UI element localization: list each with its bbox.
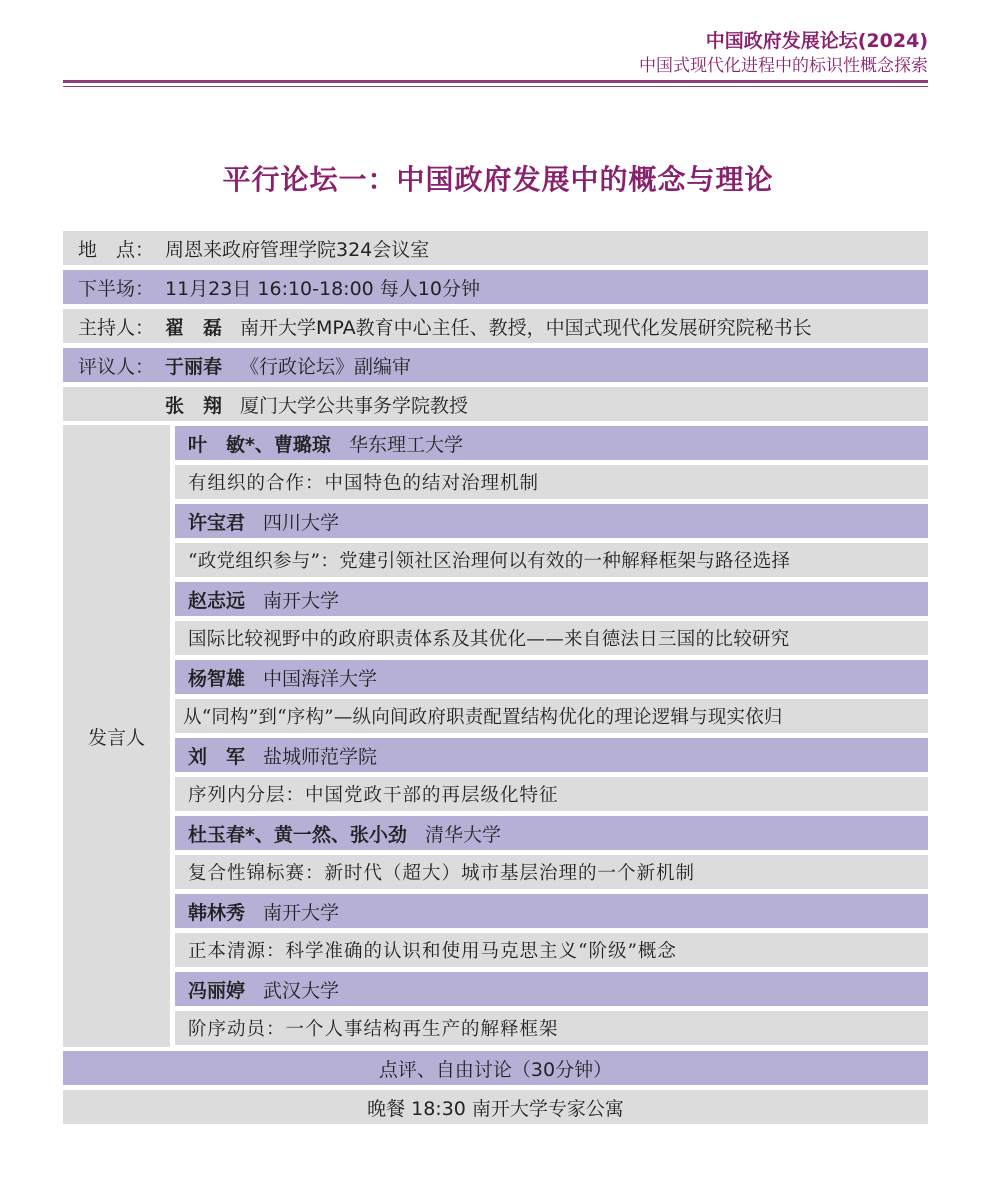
speaker-affiliation: 武汉大学 <box>263 979 340 1002</box>
forum-name: 中国政府发展论坛(2024) <box>705 30 928 52</box>
speaker-affiliation: 南开大学 <box>263 589 340 612</box>
talk-title: 有组织的合作：中国特色的结对治理机制 <box>175 465 928 499</box>
talk-title: 从“同构”到“序构”—纵向间政府职责配置结构优化的理论逻辑与现实依归 <box>175 699 928 733</box>
speaker-affiliation: 南开大学 <box>263 901 340 924</box>
page-header <box>639 28 928 78</box>
reviewer1-desc: 《行政论坛》副编审 <box>240 355 412 378</box>
speaker-affiliation: 清华大学 <box>424 823 501 846</box>
speaker-affiliation: 华东理工大学 <box>348 433 463 456</box>
talk-title: 国际比较视野中的政府职责体系及其优化——来自德法日三国的比较研究 <box>175 621 928 655</box>
host-name: 翟 磊 <box>165 316 223 339</box>
speaker-row <box>175 582 928 616</box>
host-desc: 南开大学MPA教育中心主任、教授，中国式现代化发展研究院秘书长 <box>240 316 812 339</box>
speaker-row <box>175 426 928 460</box>
speaker-row <box>175 816 928 850</box>
talk-title: 阶序动员：一个人事结构再生产的解释框架 <box>175 1011 928 1045</box>
discussion-row: 点评、自由讨论（30分钟） <box>63 1051 928 1085</box>
speaker-row <box>175 660 928 694</box>
reviewer2-name: 张 翔 <box>165 394 223 417</box>
talk-title: “政党组织参与”：党建引领社区治理何以有效的一种解释框架与路径选择 <box>175 543 928 577</box>
talk-title: 正本清源：科学准确的认识和使用马克思主义“阶级”概念 <box>175 933 928 967</box>
talk-title: 复合性锦标赛：新时代（超大）城市基层治理的一个新机制 <box>175 855 928 889</box>
reviewer-row-2 <box>63 387 928 421</box>
dinner-row: 晚餐 18:30 南开大学专家公寓 <box>63 1090 928 1124</box>
speaker-affiliation: 盐城师范学院 <box>263 745 378 768</box>
speaker-names: 赵志远 <box>188 589 246 612</box>
speaker-row <box>175 894 928 928</box>
talk-title: 序列内分层：中国党政干部的再层级化特征 <box>175 777 928 811</box>
speaker-names: 刘 军 <box>188 745 246 768</box>
speaker-names: 杨智雄 <box>188 667 246 690</box>
location-value: 周恩来政府管理学院324会议室 <box>165 238 430 261</box>
reviewer-label: 评议人： <box>78 355 155 378</box>
header-rule-thin <box>63 86 928 87</box>
location-row <box>63 231 928 265</box>
forum-theme: 中国式现代化进程中的标识性概念探索 <box>639 56 928 76</box>
session-label: 下半场： <box>78 277 155 300</box>
speaker-affiliation: 中国海洋大学 <box>263 667 378 690</box>
speaker-names: 冯丽婷 <box>188 979 246 1002</box>
host-row <box>63 309 928 343</box>
speaker-names: 韩林秀 <box>188 901 246 924</box>
location-label: 地 点： <box>78 238 155 261</box>
speaker-row <box>175 972 928 1006</box>
page-title: 平行论坛一：中国政府发展中的概念与理论 <box>222 163 774 196</box>
speaker-affiliation: 四川大学 <box>263 511 340 534</box>
speakers-label: 发言人 <box>63 425 170 1047</box>
speaker-names: 叶 敏*、曹璐琼 <box>188 433 331 456</box>
reviewer2-desc: 厦门大学公共事务学院教授 <box>240 394 469 417</box>
speaker-names: 杜玉春*、黄一然、张小劲 <box>188 823 407 846</box>
session-value: 11月23日 16:10-18:00 每人10分钟 <box>165 277 480 300</box>
reviewer-row-1 <box>63 348 928 382</box>
host-label: 主持人： <box>78 316 155 339</box>
header-rule-thick <box>63 80 928 83</box>
speaker-row <box>175 738 928 772</box>
speaker-row <box>175 504 928 538</box>
speaker-names: 许宝君 <box>188 511 246 534</box>
session-row <box>63 270 928 304</box>
reviewer1-name: 于丽春 <box>165 355 223 378</box>
